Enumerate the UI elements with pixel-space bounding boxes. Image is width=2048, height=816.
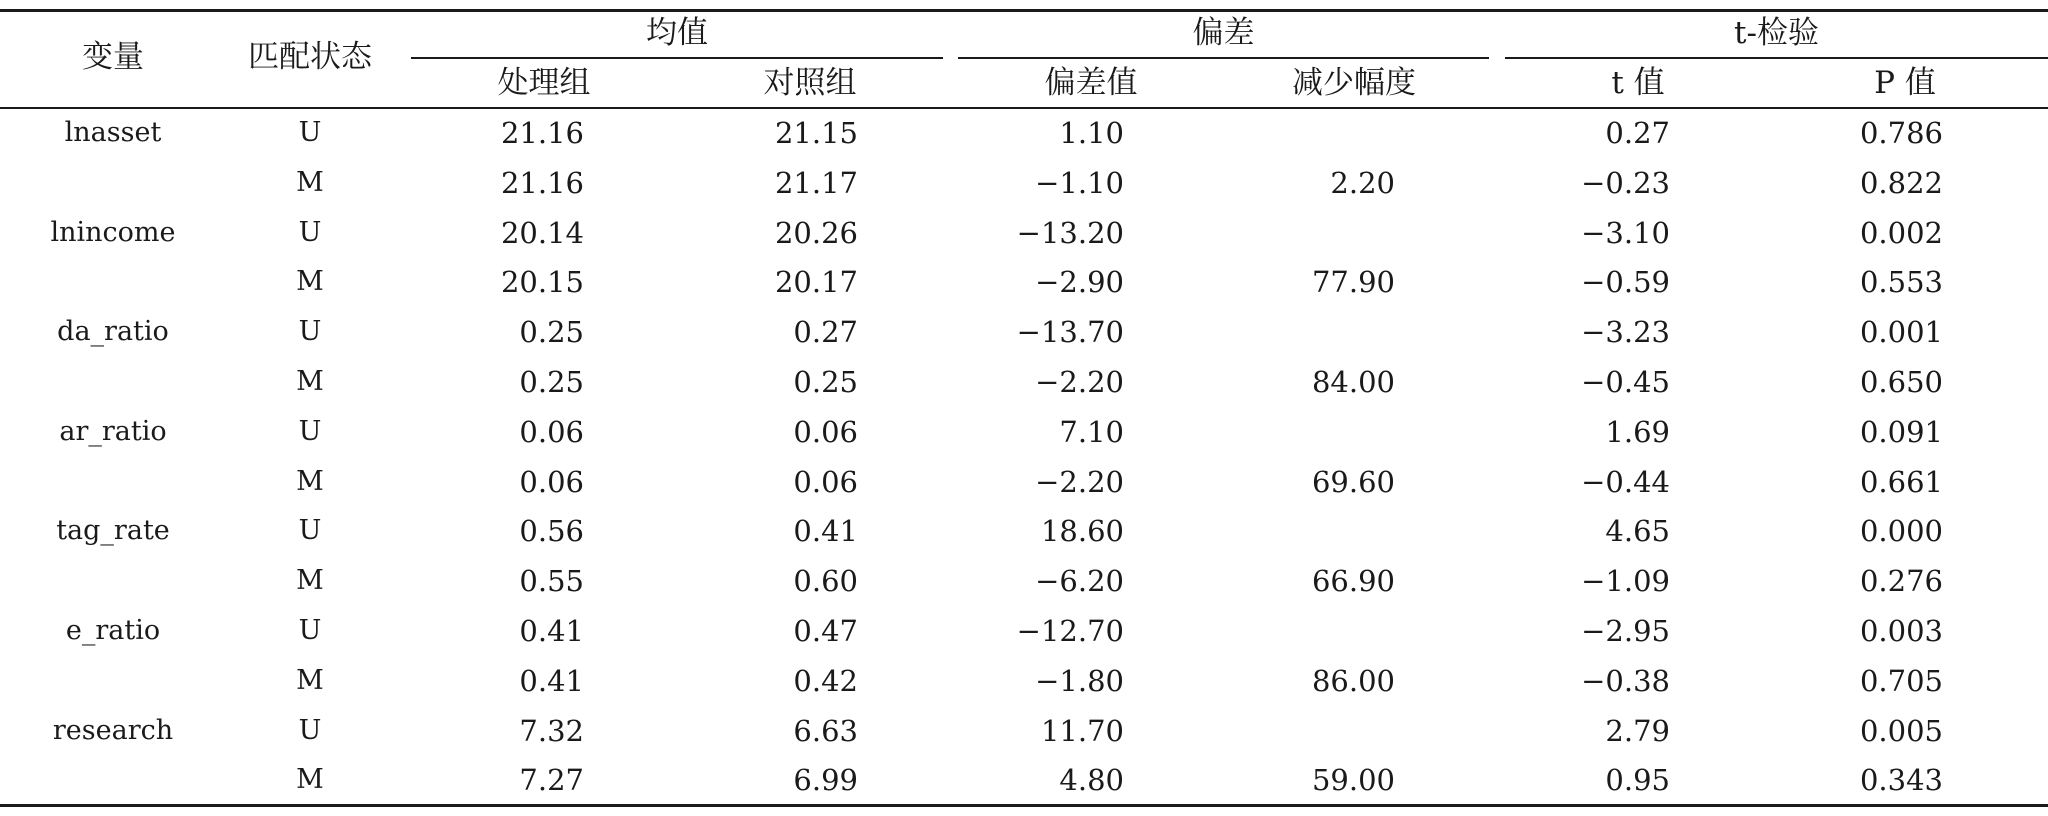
cell-treated: 7.27 bbox=[519, 763, 584, 797]
cell-control: 6.99 bbox=[793, 763, 858, 797]
cell-p-value: 0.343 bbox=[1859, 763, 1943, 797]
cell-bias: −12.70 bbox=[1016, 614, 1124, 648]
group-underline-ttest bbox=[1505, 57, 2048, 59]
cell-bias: 18.60 bbox=[1040, 514, 1124, 548]
cell-treated: 0.41 bbox=[519, 664, 584, 698]
cell-p-value: 0.661 bbox=[1859, 465, 1943, 499]
cell-t-value: −0.45 bbox=[1581, 365, 1670, 399]
cell-p-value: 0.001 bbox=[1859, 315, 1943, 349]
cell-t-value: −0.38 bbox=[1581, 664, 1670, 698]
cell-control: 6.63 bbox=[793, 714, 858, 748]
cell-t-value: −3.23 bbox=[1581, 315, 1670, 349]
cell-p-value: 0.005 bbox=[1859, 714, 1943, 748]
cell-t-value: −0.44 bbox=[1581, 465, 1670, 499]
bottom-rule bbox=[0, 804, 2048, 807]
cell-p-value: 0.705 bbox=[1859, 664, 1943, 698]
cell-control: 0.06 bbox=[793, 465, 858, 499]
cell-bias: 7.10 bbox=[1059, 415, 1124, 449]
cell-control: 0.06 bbox=[793, 415, 858, 449]
cell-match-status: U bbox=[298, 615, 322, 646]
cell-match-status: U bbox=[298, 416, 322, 447]
cell-variable: lnasset bbox=[64, 117, 162, 148]
cell-treated: 21.16 bbox=[500, 166, 584, 200]
cell-match-status: M bbox=[296, 665, 324, 696]
cell-treated: 20.15 bbox=[500, 265, 584, 299]
cell-t-value: 0.27 bbox=[1605, 116, 1670, 150]
group-header-ttest: t-检验 bbox=[1734, 15, 1819, 51]
header-match-status: 匹配状态 bbox=[248, 39, 372, 75]
cell-t-value: −0.23 bbox=[1581, 166, 1670, 200]
cell-treated: 20.14 bbox=[500, 216, 584, 250]
cell-t-value: 0.95 bbox=[1605, 763, 1670, 797]
cell-match-status: U bbox=[298, 715, 322, 746]
cell-p-value: 0.003 bbox=[1859, 614, 1943, 648]
cell-bias: −2.20 bbox=[1035, 365, 1124, 399]
cell-reduction: 69.60 bbox=[1311, 465, 1395, 499]
cell-p-value: 0.276 bbox=[1859, 564, 1943, 598]
subheader-control: 对照组 bbox=[763, 65, 857, 101]
cell-reduction: 59.00 bbox=[1311, 763, 1395, 797]
cell-match-status: M bbox=[296, 167, 324, 198]
cell-bias: 11.70 bbox=[1040, 714, 1124, 748]
group-underline-bias bbox=[958, 57, 1489, 59]
header-variable: 变量 bbox=[82, 39, 144, 75]
cell-t-value: 4.65 bbox=[1605, 514, 1670, 548]
cell-match-status: U bbox=[298, 117, 322, 148]
cell-treated: 0.06 bbox=[519, 465, 584, 499]
cell-variable: tag_rate bbox=[56, 515, 170, 546]
cell-t-value: −1.09 bbox=[1581, 564, 1670, 598]
group-header-bias: 偏差 bbox=[1192, 15, 1255, 51]
cell-control: 0.41 bbox=[793, 514, 858, 548]
cell-control: 0.25 bbox=[793, 365, 858, 399]
cell-control: 0.47 bbox=[793, 614, 858, 648]
subheader-t-value: t 值 bbox=[1611, 65, 1665, 101]
cell-t-value: −3.10 bbox=[1581, 216, 1670, 250]
cell-treated: 0.06 bbox=[519, 415, 584, 449]
cell-t-value: 2.79 bbox=[1605, 714, 1670, 748]
cell-treated: 0.55 bbox=[519, 564, 584, 598]
cell-control: 0.27 bbox=[793, 315, 858, 349]
subheader-treated: 处理组 bbox=[497, 65, 591, 101]
cell-t-value: −0.59 bbox=[1581, 265, 1670, 299]
cell-control: 20.26 bbox=[774, 216, 858, 250]
cell-t-value: 1.69 bbox=[1605, 415, 1670, 449]
cell-bias: −2.20 bbox=[1035, 465, 1124, 499]
cell-reduction: 2.20 bbox=[1330, 166, 1395, 200]
cell-variable: ar_ratio bbox=[59, 416, 167, 447]
cell-p-value: 0.091 bbox=[1859, 415, 1943, 449]
cell-treated: 0.25 bbox=[519, 315, 584, 349]
cell-p-value: 0.553 bbox=[1859, 265, 1943, 299]
cell-match-status: M bbox=[296, 565, 324, 596]
cell-bias: −2.90 bbox=[1035, 265, 1124, 299]
cell-bias: −13.20 bbox=[1016, 216, 1124, 250]
cell-match-status: M bbox=[296, 764, 324, 795]
cell-p-value: 0.000 bbox=[1859, 514, 1943, 548]
cell-control: 20.17 bbox=[774, 265, 858, 299]
cell-p-value: 0.002 bbox=[1859, 216, 1943, 250]
cell-match-status: U bbox=[298, 515, 322, 546]
group-underline-mean bbox=[411, 57, 943, 59]
cell-reduction: 77.90 bbox=[1311, 265, 1395, 299]
cell-control: 0.42 bbox=[793, 664, 858, 698]
cell-variable: e_ratio bbox=[65, 615, 161, 646]
subheader-reduction: 减少幅度 bbox=[1292, 65, 1416, 101]
cell-treated: 0.41 bbox=[519, 614, 584, 648]
cell-variable: lnincome bbox=[50, 217, 176, 248]
subheader-bias-value: 偏差值 bbox=[1044, 65, 1138, 101]
cell-match-status: M bbox=[296, 266, 324, 297]
cell-bias: 4.80 bbox=[1059, 763, 1124, 797]
cell-reduction: 86.00 bbox=[1311, 664, 1395, 698]
cell-treated: 21.16 bbox=[500, 116, 584, 150]
cell-bias: −1.10 bbox=[1035, 166, 1124, 200]
cell-match-status: U bbox=[298, 217, 322, 248]
cell-reduction: 84.00 bbox=[1311, 365, 1395, 399]
cell-match-status: M bbox=[296, 466, 324, 497]
cell-control: 0.60 bbox=[793, 564, 858, 598]
header-rule bbox=[0, 107, 2048, 109]
cell-t-value: −2.95 bbox=[1581, 614, 1670, 648]
cell-match-status: U bbox=[298, 316, 322, 347]
group-header-mean: 均值 bbox=[646, 15, 708, 51]
cell-variable: da_ratio bbox=[57, 316, 169, 347]
cell-control: 21.15 bbox=[774, 116, 858, 150]
cell-bias: −1.80 bbox=[1035, 664, 1124, 698]
cell-bias: −6.20 bbox=[1035, 564, 1124, 598]
cell-treated: 0.25 bbox=[519, 365, 584, 399]
cell-bias: 1.10 bbox=[1059, 116, 1124, 150]
cell-control: 21.17 bbox=[774, 166, 858, 200]
cell-p-value: 0.650 bbox=[1859, 365, 1943, 399]
top-rule bbox=[0, 9, 2048, 12]
cell-p-value: 0.822 bbox=[1859, 166, 1943, 200]
cell-p-value: 0.786 bbox=[1859, 116, 1943, 150]
cell-variable: research bbox=[52, 715, 174, 746]
subheader-p-value: P 值 bbox=[1874, 65, 1936, 101]
cell-match-status: M bbox=[296, 366, 324, 397]
cell-reduction: 66.90 bbox=[1311, 564, 1395, 598]
cell-treated: 0.56 bbox=[519, 514, 584, 548]
cell-treated: 7.32 bbox=[519, 714, 584, 748]
cell-bias: −13.70 bbox=[1016, 315, 1124, 349]
